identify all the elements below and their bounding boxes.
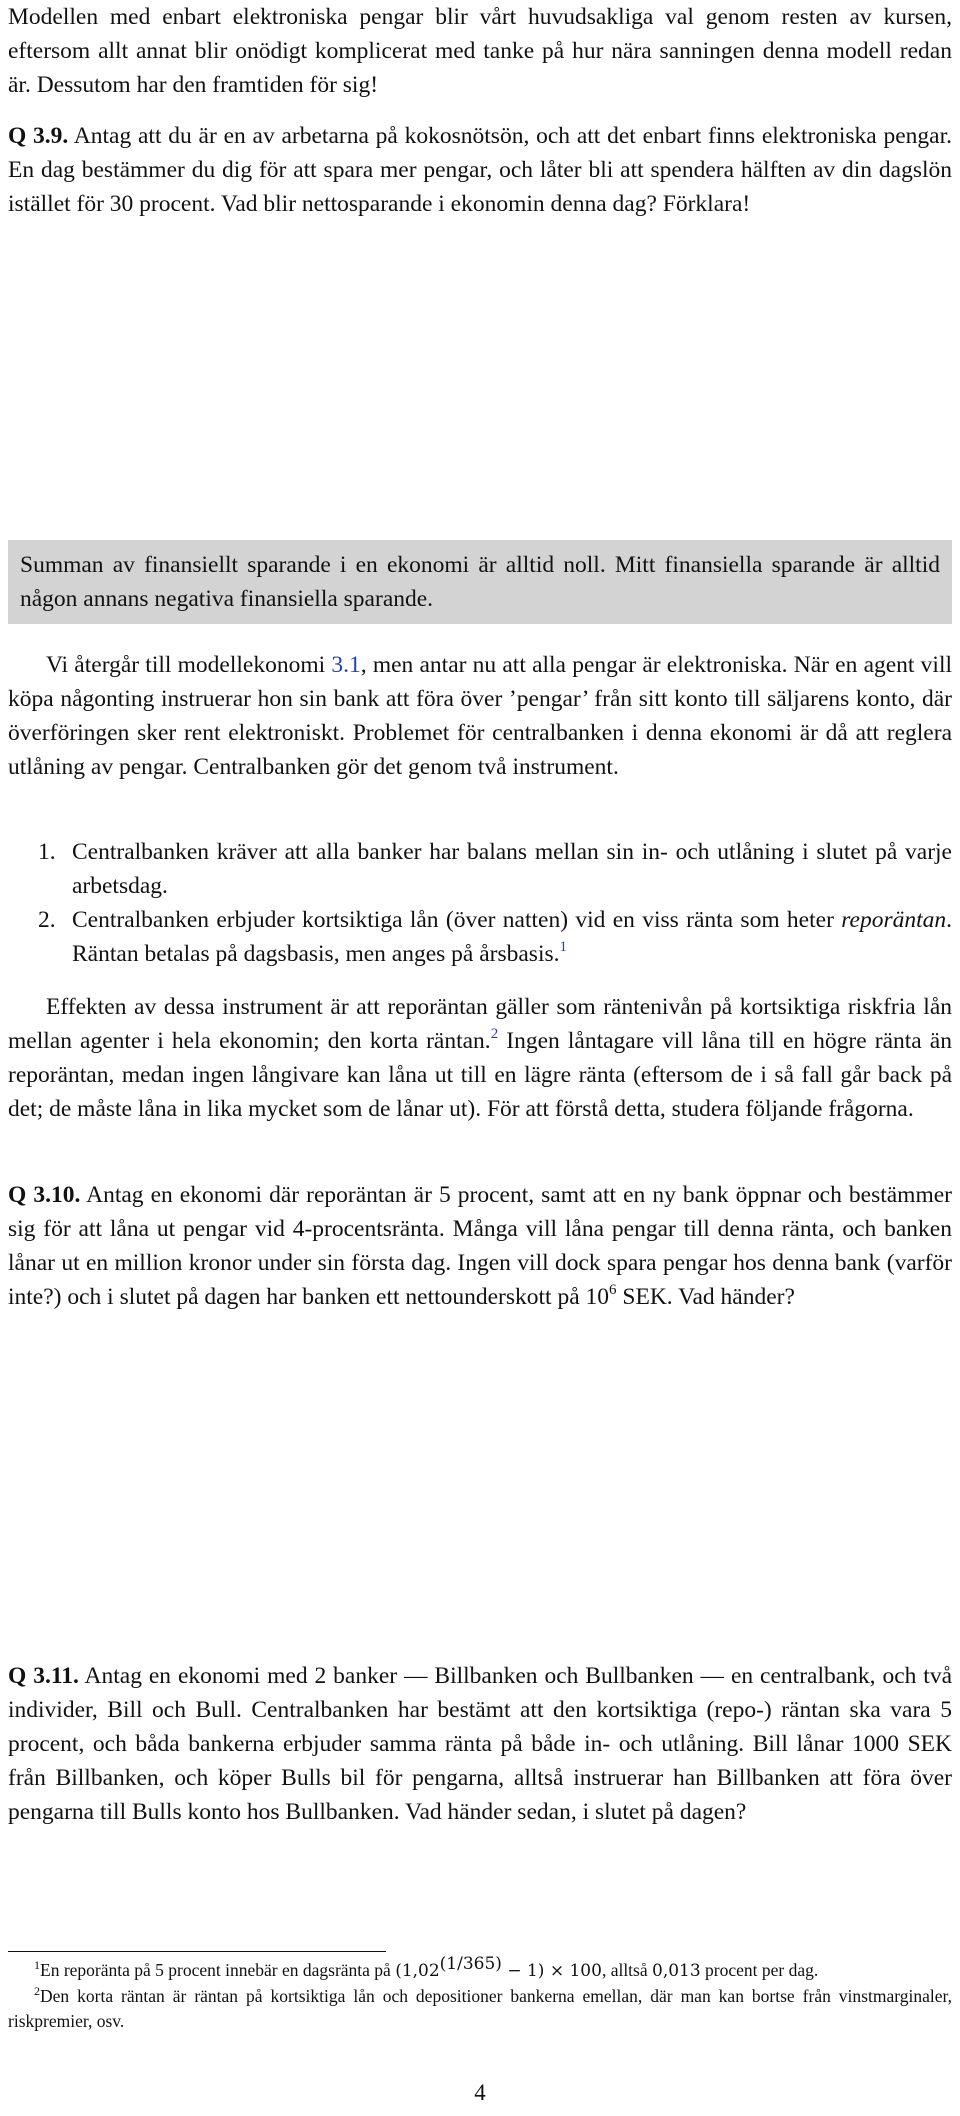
footnote-1-formula-base: (1,02 [395,1961,440,1981]
list-item-text: Centralbanken kräver att alla banker har balans mellan sin in- och utlåning i slutet på varje arbetsdag. [72,839,952,899]
footnote-1-text-start: En reporänta på 5 procent innebär en dagsränta på [40,1960,391,1980]
footnote-1-text-end: procent per dag. [705,1960,819,1980]
footnote-1 [8,1954,952,1984]
question-3-10-label: Q 3.10. [8,1182,81,1208]
question-3-11-label: Q 3.11. [8,1663,79,1689]
question-3-10 [8,1178,952,1314]
model-paragraph [8,648,952,784]
footnote-1-formula-rest: − 1) × 100 [501,1961,602,1981]
highlight-box-text: Summan av finansiellt sparande i en ekonomi är alltid noll. Mitt finansiella sparande är alltid någon annans negativa finansiella sparande. [20,552,940,612]
intro-text: Modellen med enbart elektroniska pengar blir vårt huvudsakliga val genom resten av kursen, eftersom allt annat blir onödigt komplicerat med tanke på hur nära sanningen denna modell redan är. Dessutom har den framtiden för sig! [8,4,952,98]
footnote-2-mark: 2 [34,1984,40,1998]
question-3-11-text: Antag en ekonomi med 2 banker — Billbanken och Bullbanken — en centralbank, och två individer, Bill och Bull. Centralbanken har bestämt att den kortsiktiga (repo-) räntan ska vara 5 procent, och båda bankerna erbjuder samma ränta på både in- och utlåning. Bill lånar 1000 SEK från Billbanken, och köper Bulls bil för pengarna, alltså instruerar han Billbanken att föra över pengarna till Bulls konto hos Bullbanken. Vad händer sedan, i slutet på dagen? [8,1663,952,1825]
model-paragraph-text-end: , men antar nu att alla pengar är elektroniska. När en agent vill köpa någonting instruerar hon sin bank att föra över ’pengar’ från sitt konto till säljarens konto, där överföringen sker rent elektroniskt. Problemet för centralbanken i denna ekonomi är då att reglera utlåning av pengar. Centralbanken gör det genom två instrument. [8,652,953,780]
effect-paragraph-text-end: Ingen låntagare vill låna till en högre ränta än reporäntan, medan ingen långivare kan låna ut till en lägre ränta (eftersom de i så fall går back på det; de måste låna in lika mycket som de lånar ut). För att förstå detta, studera följande frågorna. [8,1028,952,1122]
footnote-1-text-middle: , alltså [601,1960,648,1980]
model-paragraph-text-start: Vi återgår till modellekonomi [46,652,326,678]
question-3-10-text: Antag en ekonomi där reporäntan är 5 procent, samt att en ny bank öppnar och bestämmer sig för att låna ut pengar vid 4-procentsränta. Många vill låna pengar till denna ränta, och banken lånar ut en million kronor under sin första dag. Ingen vill dock spara pengar hos denna bank (varför inte?) och i slutet på dagen har banken ett nettounderskott på 10 [8,1182,952,1310]
intro-paragraph [8,0,952,102]
section-reference-link[interactable]: 3.1 [331,652,361,678]
effect-paragraph [8,990,952,1126]
list-item-number: 2. [38,907,56,933]
exponent: 6 [609,1282,617,1298]
question-3-9-label: Q 3.9. [8,123,69,149]
effect-paragraph-text-start: Effekten av dessa instrument är att reporäntan gäller som räntenivån på kortsiktiga riskfria lån mellan agenter i hela ekonomin; den korta räntan. [8,994,952,1054]
list-item [8,903,952,971]
list-item-number: 1. [38,839,56,865]
question-3-11 [8,1659,952,1829]
list-item-text-end: . Räntan betalas på dagsbasis, men anges på årsbasis. [72,907,953,967]
question-3-9-text: Antag att du är en av arbetarna på kokosnötsön, och att det enbart finns elektroniska pengar. En dag bestämmer du dig för att spara mer pengar, och låter bli att spendera hälften av din dagslön istället för 30 procent. Vad blir nettosparande i ekonomin denna dag? Förklara! [8,123,952,217]
term-reporantan: reporäntan [841,907,947,933]
footnote-1-link[interactable]: 1 [559,939,567,955]
footnote-2-text: Den korta räntan är räntan på kortsiktiga lån och depositioner bankerna emellan, där man kan bortse från vinstmarginaler, riskpremier, osv. [8,1986,952,2031]
instrument-list [8,835,952,971]
footnote-1-formula-exponent: (1/365) [439,1954,502,1974]
question-3-9 [8,119,952,221]
highlight-box [8,540,952,624]
list-item-text-start: Centralbanken erbjuder kortsiktiga lån (över natten) vid en viss ränta som heter [72,907,834,933]
question-3-10-text-end: SEK. Vad händer? [616,1284,795,1310]
footnote-1-value: 0,013 [652,1961,701,1981]
list-item [8,835,952,903]
footnote-divider [8,1951,386,1952]
page-number: 4 [474,2080,486,2105]
footnotes [8,1954,952,2034]
footnote-2-link[interactable]: 2 [490,1026,499,1042]
footnote-1-mark: 1 [34,1958,40,1972]
footnote-2 [8,1984,952,2034]
